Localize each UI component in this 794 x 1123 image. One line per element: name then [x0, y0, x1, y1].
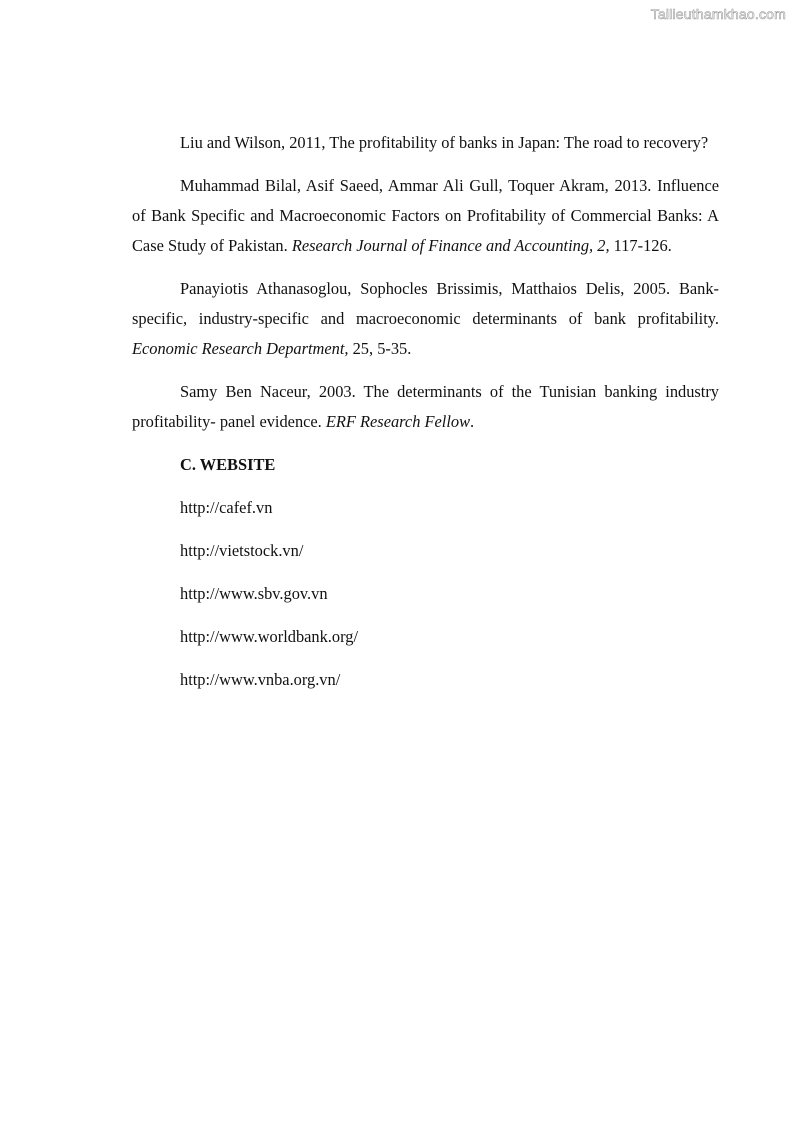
- website-link[interactable]: http://cafef.vn: [180, 498, 273, 517]
- website-link[interactable]: http://www.vnba.org.vn/: [180, 670, 341, 689]
- reference-entry: [132, 171, 719, 261]
- reference-text: Panayiotis Athanasoglou, Sophocles Brissimis, Matthaios Delis, 2005. Bank-specific, industry-specific and macroeconomic determinants of bank profitability.: [132, 279, 719, 328]
- reference-journal: Economic Research Department,: [132, 339, 349, 358]
- reference-text: Liu and Wilson, 2011, The profitability of banks in Japan: The road to recovery?: [180, 133, 709, 152]
- website-link[interactable]: http://www.sbv.gov.vn: [180, 584, 328, 603]
- reference-journal: Research Journal of Finance and Accounting, 2,: [291, 236, 610, 255]
- reference-text: Samy Ben Naceur, 2003. The determinants of the Tunisian banking industry profitability- panel evidence.: [132, 382, 719, 431]
- watermark-logo: Tailieuthamkhao.com: [650, 6, 786, 22]
- website-link[interactable]: http://www.worldbank.org/: [180, 627, 359, 646]
- website-link[interactable]: http://vietstock.vn/: [180, 541, 304, 560]
- reference-text: Muhammad Bilal, Asif Saeed, Ammar Ali Gull, Toquer Akram, 2013. Influence of Bank Specific and Macroeconomic Factors on Profitability of Commercial Banks: A Case Study of Pakistan.: [132, 176, 719, 255]
- reference-journal: ERF Research Fellow: [325, 412, 471, 431]
- document-page: [132, 128, 719, 708]
- section-heading-website: C. WEBSITE: [180, 455, 276, 474]
- reference-entry: [132, 377, 719, 437]
- reference-tail: 117-126.: [609, 236, 672, 255]
- reference-entry: [132, 274, 719, 364]
- reference-tail: 25, 5-35.: [348, 339, 412, 358]
- reference-tail: .: [470, 412, 475, 431]
- reference-entry: [132, 128, 719, 158]
